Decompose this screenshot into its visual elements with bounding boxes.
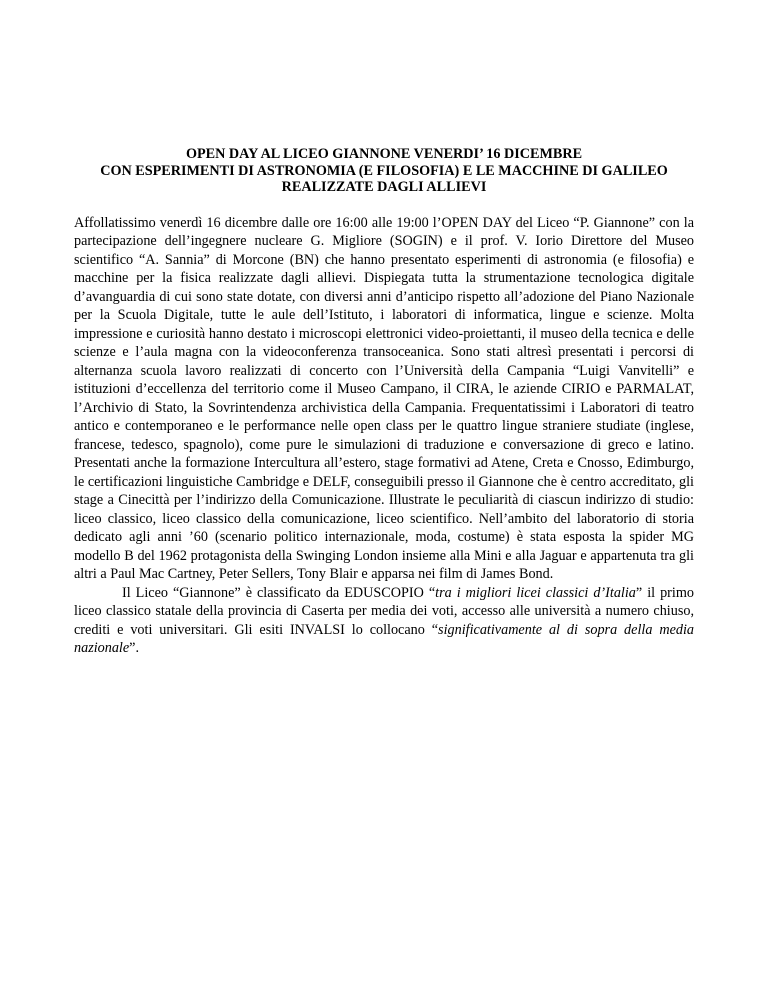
title-line-2: CON ESPERIMENTI DI ASTRONOMIA (E FILOSOFIA) E LE MACCHINE DI GALILEO (100, 162, 668, 179)
paragraph-2-text-c: ” il primo liceo classico statale della provincia di Caserta per media dei voti, accesso alle università a numero chiuso, crediti e voti universitari. Gli esiti INVALSI lo collocano “ (74, 584, 694, 638)
title-line-3: REALIZZATE DAGLI ALLIEVI (281, 179, 487, 196)
body-paragraph-1: Affollatissimo venerdì 16 dicembre dalle ore 16:00 alle 19:00 l’OPEN DAY del Liceo “P. Giannone” con la partecipazione dell’ingegnere nucleare G. Migliore (SOGIN) e il prof. V. Iorio Direttore del Museo scientifico “A. Sannia” di Morcone (BN) che hanno presentato esperimenti di astronomia (e filosofia) e macchine per la fisica realizzate dagli allievi. Dispiegata tutta la strumentazione tecnologica digitale d’avanguardia di cui sono state dotate, con diversi anni d’anticipo rispetto all’adozione del Piano Nazionale per la Scuola Digitale, tutte le aule dell’Istituto, i laboratori di informatica, lingue e scienze. Molta impressione e curiosità hanno destato i microscopi elettronici video-proiettanti, il museo della tecnica e delle scienze e l’aula magna con la videoconferenza transoceanica. Sono stati altresì presentati i percorsi di alternanza scuola lavoro realizzati di concerto con l’Università della Campania “Luigi Vanvitelli” e istituzioni d’eccellenza del territorio come il Museo Campano, il CIRA, le aziende CIRIO e PARMALAT, l’Archivio di Stato, la Sovrintendenza archivistica della Campania. Frequentatissimi i Laboratori di teatro antico e contemporaneo e le performance nelle open class per le quattro lingue straniere studiate (inglese, francese, tedesco, spagnolo), come pure le simulazioni di traduzione e conversazione di greco e latino. Presentati anche la formazione Intercultura all’estero, stage formativi ad Atene, Creta e Cnosso, Edimburgo, le certificazioni linguistiche Cambridge e DELF, conseguibili presso il Giannone che è centro accreditato, gli stage a Cinecittà per l’indirizzo della Comunicazione. Illustrate le peculiarità di ciascun indirizzo di studio: liceo classico, liceo classico della comunicazione, liceo scientifico. Nell’ambito del laboratorio di storia dedicato agli anni ’60 (scenario politico internazionale, moda, costume) è stata esposta la spider MG modello B del 1962 protagonista della Swinging London insieme alla Mini e alla Jaguar e appartenuta tra gli altri a Paul Mac Cartney, Peter Sellers, Tony Blair e apparsa nei film di James Bond. (74, 214, 694, 583)
paragraph-2-text-e: ”. (129, 640, 140, 657)
paragraph-2-text-a: Il Liceo “Giannone” è classificato da EDUSCOPIO “ (122, 584, 436, 601)
title-line-1: OPEN DAY AL LICEO GIANNONE VENERDI’ 16 DICEMBRE (185, 146, 583, 162)
document-title (74, 146, 694, 196)
paragraph-2-quote-invalsi: significativamente al di sopra della media nazionale (74, 621, 695, 657)
body-paragraph-2 (74, 584, 694, 658)
document-page (74, 146, 694, 658)
paragraph-2-quote-ranking: tra i migliori licei classici d’Italia (435, 584, 636, 601)
